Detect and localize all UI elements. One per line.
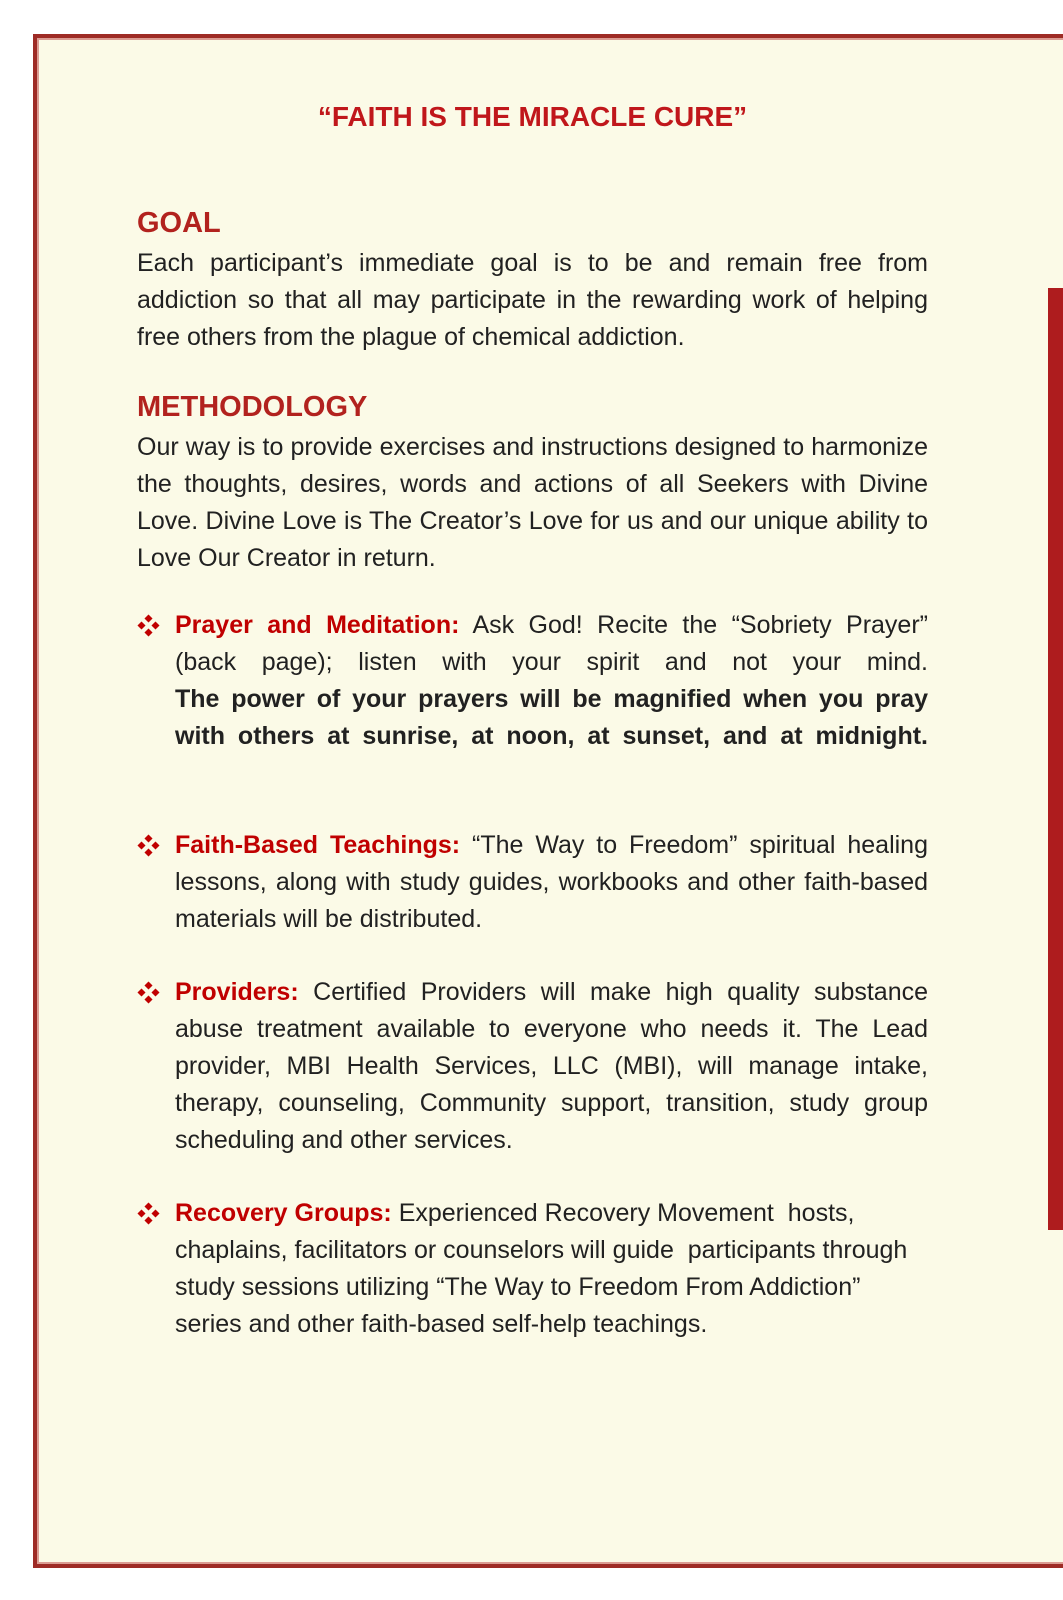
right-accent-bar — [1048, 288, 1063, 1230]
bullet-paragraph — [175, 974, 928, 1159]
four-diamond-bullet-icon — [137, 834, 160, 857]
bullet-body: Experienced Recovery Movement hosts, chaplains, facilitators or counselors will guide participants through study sessions utilizing “The Way to Freedom From Addiction” series and other faith-based self-help teachings. — [175, 1199, 915, 1338]
bullet-body: Ask God! Recite the “Sobriety Prayer” (back page); listen with your spirit and not your mind. — [175, 611, 928, 676]
bullet-paragraph — [175, 1195, 928, 1343]
bullet-label: Providers: — [175, 978, 299, 1006]
bullet-label: Faith-Based Teachings: — [175, 831, 461, 859]
section-body-methodology: Our way is to provide exercises and instructions designed to harmonize the thoughts, desires, words and actions of all Seekers with Divine Love. Divine Love is The Creator’s Love for us and our unique ability to Love Our Creator in return. — [137, 433, 928, 572]
bullet-label: Prayer and Meditation: — [175, 611, 460, 639]
page-title: “FAITH IS THE MIRACLE CURE” — [317, 101, 748, 132]
bullet-bold-text: The power of your prayers will be magnified when you pray with others at sunrise, at noon, at sunset, and at midnight. — [175, 685, 928, 750]
bullet-item-providers — [137, 974, 928, 1159]
section-heading-goal: GOAL — [137, 207, 221, 239]
four-diamond-bullet-icon — [137, 1202, 160, 1225]
bullet-label: Recovery Groups: — [175, 1199, 392, 1227]
page-content — [137, 38, 928, 1343]
section-heading-methodology: METHODOLOGY — [137, 391, 368, 423]
bullet-item-faith-based-teachings — [137, 827, 928, 938]
bullet-item-prayer-and-meditation — [137, 607, 928, 755]
four-diamond-bullet-icon — [137, 614, 160, 637]
bullet-item-recovery-groups — [137, 1195, 928, 1343]
four-diamond-bullet-icon — [137, 981, 160, 1004]
bullet-paragraph — [175, 607, 928, 681]
bullet-paragraph — [175, 827, 928, 938]
section-body-goal: Each participant’s immediate goal is to be and remain free from addiction so that all may participate in the rewarding work of helping free others from the plague of chemical addiction. — [137, 249, 928, 351]
bullet-list — [137, 607, 928, 1343]
bordered-page — [33, 34, 1063, 1568]
bullet-body: “The Way to Freedom” spiritual healing lessons, along with study guides, workbooks and other faith-based materials will be distributed. — [175, 831, 928, 933]
bullet-body: Certified Providers will make high quality substance abuse treatment available to everyone who needs it. The Lead provider, MBI Health Services, LLC (MBI), will manage intake, therapy, counseling, Community support, transition, study group scheduling and other services. — [175, 978, 929, 1154]
